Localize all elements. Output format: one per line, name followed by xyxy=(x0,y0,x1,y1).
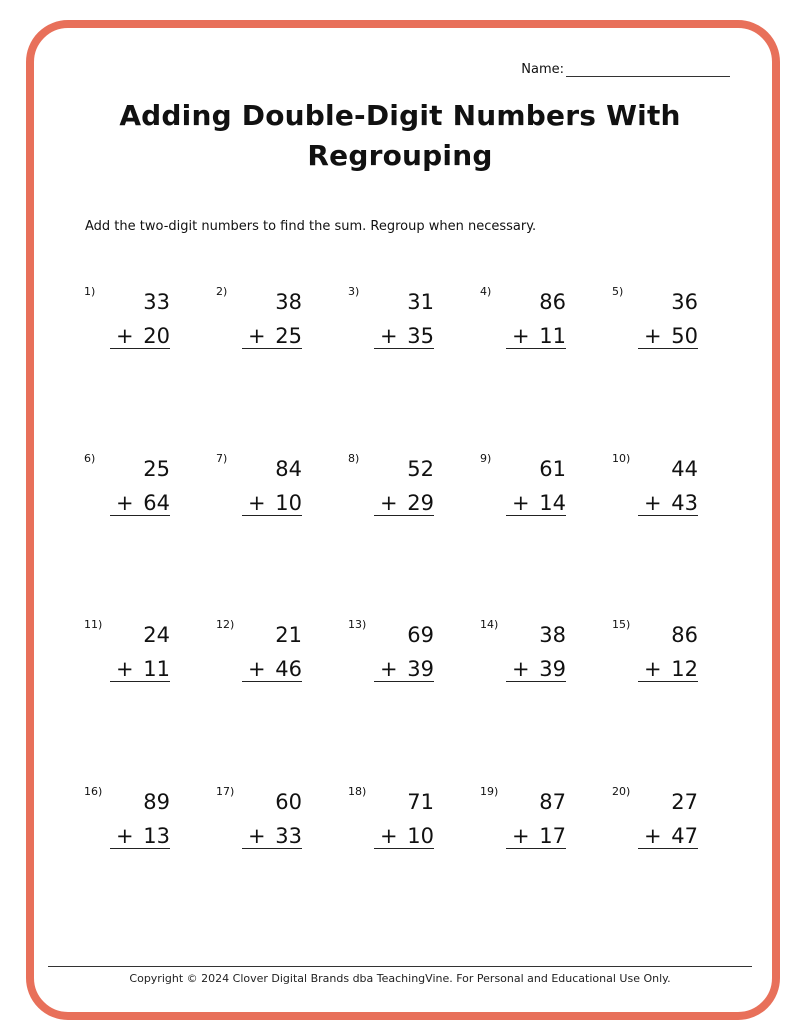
problem-number: 15) xyxy=(612,618,631,631)
problem-grid xyxy=(84,283,724,949)
plus-sign: + xyxy=(116,823,134,848)
problem xyxy=(612,616,744,783)
problem xyxy=(612,283,744,450)
problem-number: 19) xyxy=(480,784,499,798)
bottom-addend: 64 xyxy=(143,490,170,515)
footer-divider xyxy=(48,966,752,967)
page-title: Adding Double-Digit Numbers With Regrouping xyxy=(119,99,681,172)
problem-number: 7) xyxy=(216,451,228,465)
top-addend: 69 xyxy=(407,623,434,647)
answer-line xyxy=(374,515,434,516)
bottom-addend: 39 xyxy=(539,657,566,681)
answer-line xyxy=(638,681,698,682)
top-addend: 60 xyxy=(275,789,302,814)
problem-number: 12) xyxy=(216,618,235,631)
copyright-footer: Copyright © 2024 Clover Digital Brands dba TeachingVine. For Personal and Educational Use Only. xyxy=(129,972,671,985)
problem-number: 2) xyxy=(216,285,228,298)
bottom-addend: 10 xyxy=(407,823,434,848)
bottom-addend: 43 xyxy=(671,490,698,515)
top-addend: 33 xyxy=(143,290,170,314)
problem xyxy=(216,283,348,450)
answer-line xyxy=(374,348,434,349)
bottom-addend: 20 xyxy=(143,324,170,348)
answer-line xyxy=(374,681,434,682)
problem xyxy=(216,616,348,783)
top-addend: 71 xyxy=(407,789,434,814)
problem-number: 4) xyxy=(480,285,492,298)
instructions: Add the two-digit numbers to find the sum. Regroup when necessary. xyxy=(85,219,537,234)
answer-line xyxy=(242,681,302,682)
plus-sign: + xyxy=(116,490,134,515)
top-addend: 61 xyxy=(539,456,566,481)
problem xyxy=(612,450,744,617)
bottom-addend: 17 xyxy=(539,823,566,848)
plus-sign: + xyxy=(116,324,134,348)
top-addend: 31 xyxy=(407,290,434,314)
problem-number: 13) xyxy=(348,618,367,631)
answer-line xyxy=(110,848,170,849)
plus-sign: + xyxy=(380,324,398,348)
plus-sign: + xyxy=(380,490,398,515)
problem-number: 9) xyxy=(480,451,492,465)
bottom-addend: 11 xyxy=(539,324,566,348)
problem xyxy=(348,283,480,450)
problem xyxy=(84,783,216,950)
plus-sign: + xyxy=(644,823,662,848)
top-addend: 25 xyxy=(143,456,170,481)
bottom-addend: 47 xyxy=(671,823,698,848)
answer-line xyxy=(242,515,302,516)
problem xyxy=(612,783,744,950)
problem-number: 1) xyxy=(84,285,96,298)
problem xyxy=(84,283,216,450)
problem-number: 8) xyxy=(348,451,360,465)
problem xyxy=(348,450,480,617)
answer-line xyxy=(506,681,566,682)
answer-line xyxy=(506,515,566,516)
answer-line xyxy=(638,848,698,849)
plus-sign: + xyxy=(248,324,266,348)
answer-line xyxy=(110,681,170,682)
name-label: Name: xyxy=(521,62,564,77)
plus-sign: + xyxy=(380,657,398,681)
plus-sign: + xyxy=(248,657,266,681)
problem-number: 10) xyxy=(612,451,631,465)
answer-line xyxy=(506,348,566,349)
answer-line xyxy=(506,848,566,849)
top-addend: 84 xyxy=(275,456,302,481)
answer-line xyxy=(242,348,302,349)
top-addend: 27 xyxy=(671,789,698,814)
answer-line xyxy=(110,348,170,349)
top-addend: 21 xyxy=(275,623,302,647)
problem-number: 16) xyxy=(84,784,103,798)
plus-sign: + xyxy=(512,823,530,848)
bottom-addend: 13 xyxy=(143,823,170,848)
bottom-addend: 46 xyxy=(275,657,302,681)
plus-sign: + xyxy=(512,490,530,515)
problem-number: 3) xyxy=(348,285,360,298)
name-field xyxy=(521,62,730,77)
bottom-addend: 29 xyxy=(407,490,434,515)
problem xyxy=(84,616,216,783)
problem-number: 11) xyxy=(84,618,103,631)
plus-sign: + xyxy=(512,324,530,348)
top-addend: 89 xyxy=(143,789,170,814)
top-addend: 86 xyxy=(671,623,698,647)
problem xyxy=(480,450,612,617)
plus-sign: + xyxy=(248,490,266,515)
plus-sign: + xyxy=(380,823,398,848)
problem-number: 17) xyxy=(216,784,235,798)
plus-sign: + xyxy=(644,657,662,681)
bottom-addend: 39 xyxy=(407,657,434,681)
answer-line xyxy=(638,348,698,349)
plus-sign: + xyxy=(116,657,134,681)
problem xyxy=(348,616,480,783)
plus-sign: + xyxy=(644,324,662,348)
problem-number: 18) xyxy=(348,784,367,798)
top-addend: 36 xyxy=(671,290,698,314)
top-addend: 38 xyxy=(539,623,566,647)
answer-line xyxy=(374,848,434,849)
top-addend: 44 xyxy=(671,456,698,481)
bottom-addend: 25 xyxy=(275,324,302,348)
plus-sign: + xyxy=(644,490,662,515)
plus-sign: + xyxy=(248,823,266,848)
plus-sign: + xyxy=(512,657,530,681)
problem xyxy=(216,450,348,617)
problem xyxy=(216,783,348,950)
problem xyxy=(480,783,612,950)
bottom-addend: 35 xyxy=(407,324,434,348)
problem-number: 20) xyxy=(612,784,631,798)
bottom-addend: 33 xyxy=(275,823,302,848)
top-addend: 52 xyxy=(407,456,434,481)
problem xyxy=(84,450,216,617)
problem-number: 14) xyxy=(480,618,499,631)
answer-line xyxy=(638,515,698,516)
bottom-addend: 10 xyxy=(275,490,302,515)
bottom-addend: 12 xyxy=(671,657,698,681)
bottom-addend: 11 xyxy=(143,657,170,681)
answer-line xyxy=(242,848,302,849)
answer-line xyxy=(110,515,170,516)
problem-number: 6) xyxy=(84,451,96,465)
top-addend: 86 xyxy=(539,290,566,314)
name-blank-line xyxy=(566,63,730,77)
problem xyxy=(480,616,612,783)
top-addend: 87 xyxy=(539,789,566,814)
problem-number: 5) xyxy=(612,285,624,298)
top-addend: 38 xyxy=(275,290,302,314)
bottom-addend: 14 xyxy=(539,490,566,515)
bottom-addend: 50 xyxy=(671,324,698,348)
problem xyxy=(348,783,480,950)
problem xyxy=(480,283,612,450)
top-addend: 24 xyxy=(143,623,170,647)
